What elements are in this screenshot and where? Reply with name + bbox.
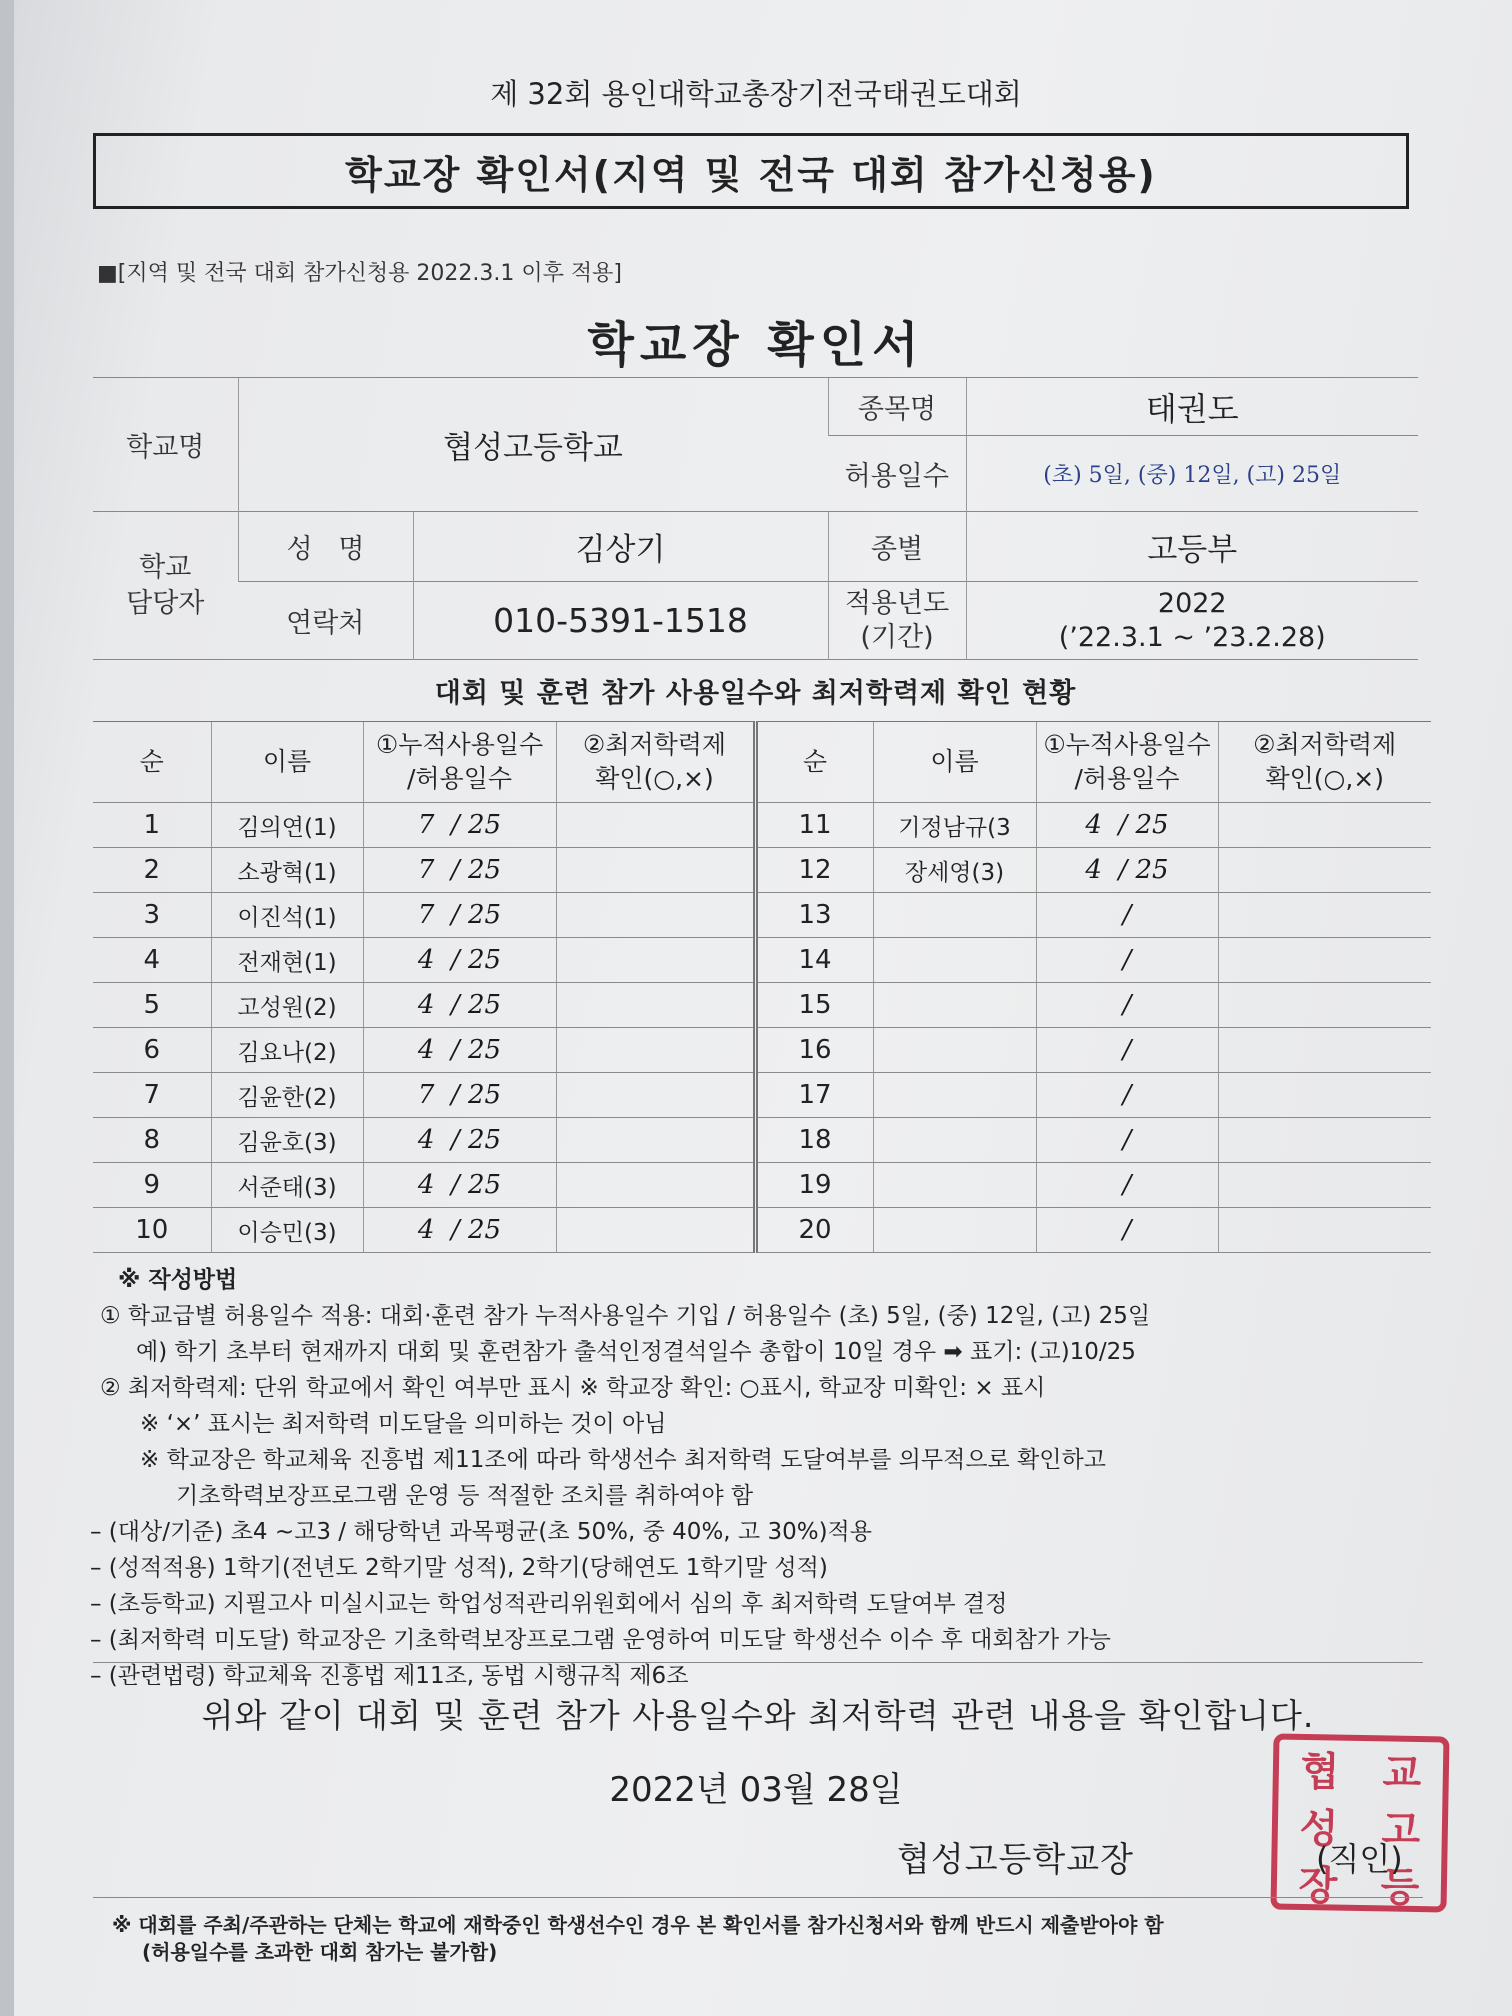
note-line-1: ① 학교급별 허용일수 적용: 대회·훈련 참가 누적사용일수 기입 / 허용일수 (초) 5일, (중) 12일, (고) 25일 <box>100 1303 1151 1329</box>
used-days: 4 / 25 <box>363 938 556 983</box>
used-days: 4 / 25 <box>1036 803 1218 848</box>
participation-table <box>93 721 1431 1253</box>
row-no: 3 <box>93 893 211 938</box>
student-name <box>873 1208 1036 1253</box>
table-row <box>93 893 1431 938</box>
col-days-header-right <box>1036 722 1218 803</box>
min-achievement-check <box>1218 983 1431 1028</box>
seal-char-4: 고 <box>1381 1806 1421 1855</box>
note-line-10: – (최저학력 미도달) 학교장은 기초학력보장프로그램 운영하여 미도달 학생선수 이수 후 대회참가 가능 <box>90 1627 1111 1653</box>
student-name: 서준태(3) <box>211 1163 363 1208</box>
col-min-line1: ②최저학력제 <box>582 730 727 759</box>
student-name: 이승민(3) <box>211 1208 363 1253</box>
min-achievement-check <box>556 1208 755 1253</box>
row-no: 16 <box>755 1028 873 1073</box>
col-days-line1-right: ①누적사용일수 <box>1043 730 1211 759</box>
year-value-line2: (’22.3.1 ~ ’23.2.28) <box>1058 621 1326 653</box>
row-no: 17 <box>755 1073 873 1118</box>
seal-char-5: 장 <box>1298 1861 1338 1910</box>
row-no: 2 <box>93 848 211 893</box>
row-no: 12 <box>755 848 873 893</box>
table-row <box>93 1028 1431 1073</box>
phone-value: 010-5391-1518 <box>413 582 828 660</box>
school-name-label: 학교명 <box>93 378 238 512</box>
row-no: 9 <box>93 1163 211 1208</box>
row-no: 15 <box>755 983 873 1028</box>
student-name: 김의연(1) <box>211 803 363 848</box>
student-name <box>873 1028 1036 1073</box>
person-name-label: 성 명 <box>238 512 413 582</box>
note-line-4: ※ ‘×’ 표시는 최저학력 미도달을 의미하는 것이 아님 <box>140 1411 667 1437</box>
student-name: 기정남규(3 <box>873 803 1036 848</box>
row-no: 8 <box>93 1118 211 1163</box>
col-min-line2: 확인(○,×) <box>595 764 714 793</box>
student-name: 김윤한(2) <box>211 1073 363 1118</box>
seal-char-1: 협 <box>1300 1747 1340 1796</box>
student-name <box>873 1163 1036 1208</box>
table-row <box>93 938 1431 983</box>
col-days-header <box>363 722 556 803</box>
min-achievement-check <box>1218 1073 1431 1118</box>
allowed-days-label: 허용일수 <box>828 436 966 512</box>
note-line-2: 예) 학기 초부터 현재까지 대회 및 훈련참가 출석인정결석일수 총합이 10일 경우 ➡ 표기: (고)10/25 <box>136 1339 1136 1365</box>
used-days: 4 / 25 <box>363 1028 556 1073</box>
allowed-days-value: (초) 5일, (중) 12일, (고) 25일 <box>966 436 1418 512</box>
min-achievement-check <box>556 1073 755 1118</box>
used-days: / <box>1036 1163 1218 1208</box>
seal-char-6: 등 <box>1380 1863 1420 1912</box>
used-days: / <box>1036 938 1218 983</box>
col-days-line2-right: /허용일수 <box>1074 764 1180 793</box>
note-line-3: ② 최저학력제: 단위 학교에서 확인 여부만 표시 ※ 학교장 확인: ○표시, 학교장 미확인: × 표시 <box>100 1375 1046 1401</box>
col-days-line2: /허용일수 <box>406 764 513 793</box>
footer-note-2: (허용일수를 초과한 대회 참가는 불가함) <box>142 1940 498 1964</box>
instructions <box>90 1262 1430 1694</box>
col-no-header-right: 순 <box>755 722 873 803</box>
note-line-5: ※ 학교장은 학교체육 진흥법 제11조에 따라 학생선수 최저학력 도달여부를 의무적으로 확인하고 <box>140 1447 1106 1473</box>
sport-value: 태권도 <box>966 378 1418 436</box>
boxed-title-frame <box>93 133 1409 209</box>
table-row <box>93 848 1431 893</box>
used-days: 4 / 25 <box>363 1118 556 1163</box>
phone-label: 연락처 <box>238 582 413 660</box>
used-days: / <box>1036 1028 1218 1073</box>
seal-mark-text: (직인) <box>1316 1840 1403 1878</box>
table-row <box>93 1118 1431 1163</box>
min-achievement-check <box>1218 848 1431 893</box>
table-row <box>93 1163 1431 1208</box>
used-days: 4 / 25 <box>363 1208 556 1253</box>
min-achievement-check <box>556 893 755 938</box>
main-title: 학교장 확인서 <box>587 317 925 373</box>
min-achievement-check <box>1218 938 1431 983</box>
division-label: 종별 <box>828 512 966 582</box>
min-achievement-check <box>556 1163 755 1208</box>
min-achievement-check <box>1218 1163 1431 1208</box>
row-no: 13 <box>755 893 873 938</box>
division-value: 고등부 <box>966 512 1418 582</box>
year-label <box>828 582 966 660</box>
col-min-header-right <box>1218 722 1431 803</box>
section-title: 대회 및 훈련 참가 사용일수와 최저학력제 확인 현황 <box>434 678 1077 709</box>
row-no: 4 <box>93 938 211 983</box>
person-name-value: 김상기 <box>413 512 828 582</box>
table-row <box>93 803 1431 848</box>
contact-label-line1: 학교 <box>139 551 192 583</box>
row-no: 14 <box>755 938 873 983</box>
issue-date: 2022년 03월 28일 <box>609 1770 903 1810</box>
min-achievement-check <box>1218 1118 1431 1163</box>
row-no: 18 <box>755 1118 873 1163</box>
note-line-9: – (초등학교) 지필고사 미실시교는 학업성적관리위원회에서 심의 후 최저학력 도달여부 결정 <box>90 1591 1008 1617</box>
student-name: 김윤호(3) <box>211 1118 363 1163</box>
student-name: 소광혁(1) <box>211 848 363 893</box>
row-no: 10 <box>93 1208 211 1253</box>
table-row <box>93 983 1431 1028</box>
row-no: 19 <box>755 1163 873 1208</box>
student-name <box>873 1073 1036 1118</box>
used-days: 7 / 25 <box>363 803 556 848</box>
table-row <box>93 1208 1431 1253</box>
seal-char-2: 교 <box>1382 1749 1422 1798</box>
min-achievement-check <box>1218 803 1431 848</box>
confirmation-statement: 위와 같이 대회 및 훈련 참가 사용일수와 최저학력 관련 내용을 확인합니다. <box>201 1696 1315 1735</box>
year-value-line1: 2022 <box>1157 587 1227 619</box>
student-name: 김요나(2) <box>211 1028 363 1073</box>
applicable-note: ■[지역 및 전국 대회 참가신청용 2022.3.1 이후 적용] <box>97 261 622 286</box>
row-no: 1 <box>93 803 211 848</box>
used-days: 4 / 25 <box>1036 848 1218 893</box>
official-seal-stamp <box>1270 1733 1449 1912</box>
used-days: / <box>1036 1073 1218 1118</box>
min-achievement-check <box>1218 893 1431 938</box>
contact-label-line2: 담당자 <box>126 587 205 619</box>
col-no-header: 순 <box>93 722 211 803</box>
principal-title: 협성고등학교장 <box>897 1840 1134 1880</box>
used-days: 4 / 25 <box>363 983 556 1028</box>
event-title: 제 32회 용인대학교총장기전국태권도대회 <box>490 77 1022 111</box>
note-line-6: 기초학력보장프로그램 운영 등 적절한 조치를 취하여야 함 <box>176 1483 754 1509</box>
col-name-header: 이름 <box>211 722 363 803</box>
sport-label: 종목명 <box>828 378 966 436</box>
min-achievement-check <box>556 803 755 848</box>
year-label-line1: 적용년도 <box>844 587 950 619</box>
row-no: 20 <box>755 1208 873 1253</box>
student-name <box>873 983 1036 1028</box>
note-line-11: – (관련법령) 학교체육 진흥법 제11조, 동법 시행규칙 제6조 <box>90 1663 689 1689</box>
used-days: 7 / 25 <box>363 848 556 893</box>
used-days: / <box>1036 1208 1218 1253</box>
student-name <box>873 1118 1036 1163</box>
footer-divider <box>93 1897 1423 1898</box>
col-min-line2-right: 확인(○,×) <box>1265 764 1384 793</box>
used-days: 7 / 25 <box>363 1073 556 1118</box>
student-name: 전재현(1) <box>211 938 363 983</box>
boxed-title: 학교장 확인서(지역 및 전국 대회 참가신청용) <box>345 152 1157 197</box>
student-name: 장세영(3) <box>873 848 1036 893</box>
min-achievement-check <box>1218 1028 1431 1073</box>
student-name <box>873 893 1036 938</box>
student-name: 고성원(2) <box>211 983 363 1028</box>
note-line-7: – (대상/기준) 초4 ~고3 / 해당학년 과목평균(초 50%, 중 40%, 고 30%)적용 <box>90 1519 872 1545</box>
min-achievement-check <box>1218 1208 1431 1253</box>
seal-char-3: 성 <box>1299 1804 1339 1853</box>
min-achievement-check <box>556 938 755 983</box>
note-line-8: – (성적적용) 1학기(전년도 2학기말 성적), 2학기(당해연도 1학기말 성적) <box>90 1555 828 1581</box>
table-row <box>93 1073 1431 1118</box>
student-name: 이진석(1) <box>211 893 363 938</box>
school-info-table <box>93 377 1418 660</box>
student-name <box>873 938 1036 983</box>
row-no: 6 <box>93 1028 211 1073</box>
used-days: 7 / 25 <box>363 893 556 938</box>
col-name-header-right: 이름 <box>873 722 1036 803</box>
col-min-header <box>556 722 755 803</box>
min-achievement-check <box>556 848 755 893</box>
used-days: / <box>1036 983 1218 1028</box>
min-achievement-check <box>556 1028 755 1073</box>
used-days: / <box>1036 1118 1218 1163</box>
used-days: 4 / 25 <box>363 1163 556 1208</box>
notes-divider <box>93 1662 1423 1663</box>
year-label-line2: (기간) <box>860 621 934 653</box>
col-min-line1-right: ②최저학력제 <box>1253 730 1397 759</box>
row-no: 7 <box>93 1073 211 1118</box>
contact-person-label <box>93 512 238 660</box>
instructions-heading: ※ 작성방법 <box>118 1267 238 1293</box>
min-achievement-check <box>556 1118 755 1163</box>
row-no: 5 <box>93 983 211 1028</box>
paper-edge-shadow <box>0 0 14 2016</box>
min-achievement-check <box>556 983 755 1028</box>
school-name-value: 협성고등학교 <box>238 378 828 512</box>
year-value <box>966 582 1418 660</box>
col-days-line1: ①누적사용일수 <box>375 730 544 759</box>
used-days: / <box>1036 893 1218 938</box>
row-no: 11 <box>755 803 873 848</box>
footer-note: ※ 대회를 주최/주관하는 단체는 학교에 재학중인 학생선수인 경우 본 확인서를 참가신청서와 함께 반드시 제출받아야 함 <box>112 1913 1164 1937</box>
